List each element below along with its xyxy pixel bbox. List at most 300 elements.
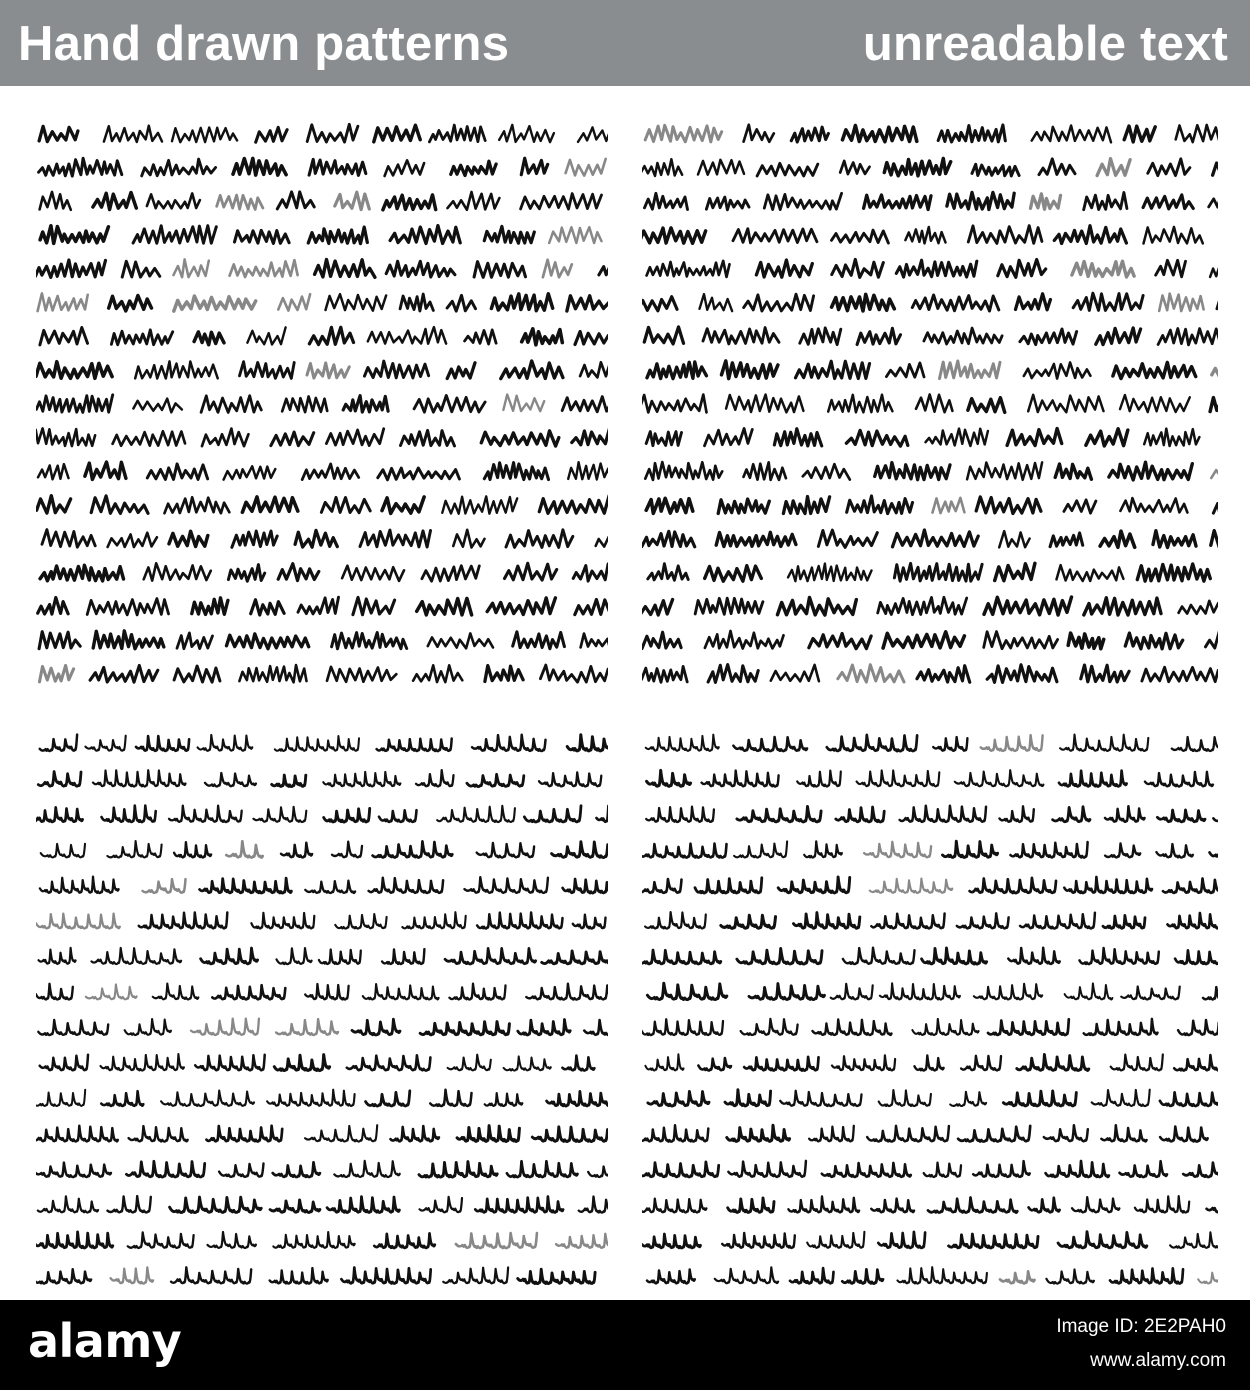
scribble-word [967,462,1042,479]
scribble-word [202,429,248,447]
scribble-word [1000,1271,1035,1283]
scribble-word [1120,498,1187,512]
scribble-word [136,736,189,751]
scribble-word [522,329,563,345]
scribble-word [309,159,366,175]
scribble-word [1101,1125,1146,1141]
scribble-word [321,497,370,512]
scribble-word [1080,948,1159,964]
scribble-word [36,362,112,379]
scribble-word [212,985,285,999]
scribble-word [828,395,892,413]
scribble-word [1170,1232,1218,1248]
scribble-word [883,632,964,648]
scribble-word [377,739,452,752]
scribble-word [809,634,871,649]
scribble-word [642,666,687,682]
scribble-word [422,566,479,582]
scribble-word [1148,159,1190,176]
scribble-word [335,192,370,209]
scribble-word [307,363,349,378]
scribble-word [305,1125,377,1141]
scribble-word [315,260,375,278]
scribble-word [192,598,228,615]
scribble-word [778,598,857,616]
scribble-word [646,498,693,513]
scribble-word [247,327,285,344]
scribble-word [912,295,999,311]
scribble-word [807,1232,864,1248]
scribble-word [251,600,284,615]
scribble-word [334,1161,399,1177]
scribble-word [93,631,164,649]
scribble-word [838,665,904,682]
scribble-word [413,665,462,682]
scribble-word [698,160,744,175]
scribble-word [226,841,262,857]
scribble-word [36,1163,111,1177]
scribble-word [270,1200,320,1213]
scribble-word [584,1020,608,1035]
scribble-word [153,984,199,1000]
image-id-label: Image ID: 2E2PAH0 [1056,1316,1226,1337]
scribble-word [1211,530,1218,547]
scribble-word [532,1127,608,1142]
scribble-word [728,1161,806,1177]
scribble-word [733,737,807,751]
scribble-word [588,1162,608,1177]
scribble-word [217,195,263,209]
scribble-word [147,464,207,480]
scribble-word [174,842,211,857]
scribble-word [467,774,524,786]
scribble-word [705,566,762,582]
scribble-word [1120,395,1190,412]
scribble-word [871,914,944,929]
scribble-word [378,468,460,480]
scribble-word [383,195,436,210]
scribble-word [642,297,677,311]
scribble-word [251,913,314,929]
scribble-word [1065,983,1113,999]
scribble-word [847,496,913,514]
scribble-word [809,1126,854,1142]
scribble-word [201,948,258,964]
scribble-word [642,159,682,176]
scribble-word [1158,327,1218,345]
scribble-word [1100,531,1135,547]
scribble-word [958,1126,1030,1142]
scribble-word [207,1126,283,1142]
scribble-word [757,163,818,176]
scribble-word [783,497,829,514]
scribble-word [1210,260,1218,278]
scribble-word [804,841,842,857]
scribble-word [567,294,608,311]
scribble-word [477,843,534,858]
scribble-word [503,395,544,412]
scribble-word [642,228,706,243]
scribble-word [109,296,152,311]
scribble-word [1206,631,1219,648]
scribble-word [879,1090,931,1106]
scribble-word [800,328,841,345]
scribble-word [414,396,485,413]
scribble-word [108,1196,151,1212]
scribble-word [1072,261,1134,277]
scribble-word [477,913,562,929]
scribble-word [870,879,953,893]
scribble-word [999,531,1029,547]
scribble-word [647,770,691,786]
scribble-word [1160,1127,1208,1142]
scribble-word [875,463,950,480]
scribble-word [39,632,80,649]
scribble-word [1153,531,1196,548]
scribble-word [1053,807,1090,822]
scribble-word [716,532,796,546]
scribble-word [113,431,185,445]
scribble-word [788,564,872,582]
scribble-word [715,1267,778,1283]
scribble-word [36,428,95,446]
scribble-word [1010,842,1087,858]
scribble-word [169,531,208,546]
scribble-word [1020,913,1095,929]
scribble-word [722,361,778,379]
scribble-word [38,1020,108,1035]
scribble-word [38,464,69,479]
scribble-word [943,841,998,857]
scribble-word [195,1055,265,1071]
scribble-word [968,226,1042,244]
scribble-word [232,531,277,547]
scribble-word [722,1233,795,1248]
scribble-word [706,197,749,210]
scribble-word [988,1019,1069,1035]
scribble-word [1212,365,1218,378]
scribble-word [840,161,869,174]
scribble-word [1183,1161,1218,1177]
scribble-word [562,1056,594,1071]
scribble-word [976,497,1041,514]
scribble-word [305,984,348,1000]
scribble-word [898,1267,987,1283]
scribble-word [126,1161,204,1177]
scribble-word [485,1093,523,1106]
scribble-word [818,530,877,547]
scribble-word [961,1056,1001,1071]
scribble-word [1172,735,1218,751]
scribble-word [201,396,261,413]
scribble-word [1137,564,1210,581]
scribble-word [737,949,822,965]
scribble-word [894,563,982,581]
scribble-word [1008,948,1059,964]
scribble-word [1113,362,1196,378]
scribble-word [568,462,608,479]
scribble-word [705,429,753,446]
scribble-word [319,950,361,965]
scribble-word [933,498,965,513]
site-url-link[interactable]: www.alamy.com [1090,1350,1226,1371]
scribble-word [1213,497,1218,514]
scribble-word [702,771,779,787]
scribble-word [239,665,306,682]
scribble-word [108,533,157,547]
scribble-word [695,598,763,614]
scribble-word [198,735,253,751]
scribble-word [950,1092,986,1106]
scribble-word [791,127,828,142]
scribble-word [886,363,924,377]
scribble-word [1105,806,1145,822]
scribble-word [36,1269,91,1283]
scribble-word [832,230,889,243]
scribble-word [703,328,779,344]
scribble-word [1144,227,1203,244]
scribble-word [1198,1268,1218,1284]
scribble-word [521,194,602,210]
scribble-word [642,1019,723,1035]
scribble-word [342,566,404,581]
scribble-word [170,1197,262,1212]
scribble-word [85,462,126,479]
scribble-word [642,600,673,616]
scribble-word [38,1196,98,1212]
scribble-word [1072,1197,1119,1212]
scribble-word [1176,125,1218,142]
scribble-word [298,597,339,614]
scribble-word [896,260,977,277]
scribble-word [400,294,433,311]
title-unreadable-text: unreadable text [862,17,1228,71]
scribble-word [374,1233,435,1248]
scribble-word [332,842,362,858]
scribble-word [842,1269,883,1283]
scribble-word [972,164,1019,176]
scribble-word [1000,806,1034,822]
scribble-word [233,158,286,175]
scribble-word [267,1090,355,1106]
scribble-word [1157,810,1205,822]
panel-zigzag-right-scribbles [642,118,1218,692]
scribble-word [864,842,931,858]
scribble-word [744,462,786,480]
scribble-word [38,772,81,787]
scribble-word [1160,1092,1218,1106]
scribble-word [165,497,230,513]
scribble-word [832,259,884,277]
scribble-word [419,1162,497,1177]
scribble-word [924,1163,961,1177]
scribble-word [93,193,136,210]
scribble-word [36,1126,118,1142]
scribble-word [645,1054,683,1070]
scribble-word [1145,772,1213,787]
scribble-word [305,881,355,893]
scribble-word [295,530,337,547]
scribble-word [457,1126,519,1142]
scribble-word [721,915,776,928]
scribble-word [566,159,606,176]
scribble-word [360,530,431,547]
scribble-word [1163,877,1218,893]
scribble-word [970,878,1056,893]
scribble-word [39,948,76,964]
scribble-word [1135,1196,1189,1212]
scribble-word [928,1198,1017,1213]
scribble-word [200,878,292,893]
alamy-logo[interactable]: alamy [28,1314,182,1368]
scribble-word [843,126,917,142]
scribble-word [924,328,1002,344]
scribble-word [552,842,608,858]
scribble-word [596,531,608,547]
scribble-word [272,775,306,786]
scribble-word [1084,193,1127,210]
scribble-word [526,984,608,1000]
scribble-word [278,564,319,581]
scribble-word [386,261,455,277]
scribble-word [1020,329,1077,345]
scribble-word [581,634,608,649]
scribble-word [998,260,1046,278]
scribble-word [1210,395,1218,411]
scribble-word [518,1020,570,1035]
panel-loops-right-scribbles [642,724,1218,1292]
scribble-word [40,328,88,345]
scribble-word [984,632,1058,649]
scribble-word [1209,194,1218,210]
scribble-word [437,806,515,822]
scribble-word [485,666,523,682]
scribble-word [451,161,496,175]
scribble-word [878,597,967,614]
scribble-word [646,432,681,446]
scribble-word [352,1019,400,1035]
scribble-word [836,807,884,822]
scribble-word [282,397,327,413]
scribble-word [368,327,446,344]
scribble-word [648,1091,709,1106]
scribble-word [645,193,688,209]
scribble-word [695,878,762,893]
scribble-word [1055,464,1091,479]
scribble-word [281,843,312,858]
scribble-word [143,879,186,893]
scribble-word [507,1161,578,1177]
scribble-word [831,984,873,1000]
scribble-word [1084,598,1161,615]
scribble-word [926,429,988,446]
scribble-word [107,841,161,857]
scribble-word [253,807,306,822]
scribble-word [38,598,68,615]
scribble-word [365,361,429,378]
scribble-word [1207,1198,1218,1213]
scribble-word [1105,844,1140,858]
scribble-word [864,195,931,210]
scribble-word [780,1091,861,1106]
scribble-word [332,633,407,649]
scribble-word [102,806,156,822]
scribble-word [547,1091,608,1106]
scribble-word [813,1020,892,1036]
scribble-word [1039,159,1075,175]
scribble-word [111,330,172,345]
scribble-word [718,499,769,514]
scribble-word [1073,293,1143,310]
scribble-word [1081,665,1129,682]
scribble-word [172,128,237,143]
scribble-word [698,1058,731,1070]
scribble-word [504,1056,551,1070]
scribble-word [642,879,682,893]
scribble-word [40,226,108,244]
scribble-word [484,226,534,243]
scribble-word [1174,1055,1218,1070]
scribble-word [556,1234,608,1248]
scribble-word [347,1055,431,1070]
scribble-word [481,431,559,446]
scribble-word [122,261,160,277]
scribble-word [573,915,606,929]
scribble-word [1064,500,1096,513]
scribble-word [567,735,608,751]
scribble-word [147,193,200,208]
scribble-word [230,260,298,277]
scribble-word [416,770,454,786]
header-banner [0,0,1250,86]
scribble-word [968,398,1005,413]
scribble-word [1213,160,1218,176]
scribble-word [725,1090,771,1106]
scribble-word [915,1056,944,1071]
scribble-word [575,597,608,614]
scribble-word [644,327,683,344]
scribble-word [949,1234,1038,1248]
panel-zigzag-left-scribbles [36,118,608,692]
scribble-word [647,983,726,999]
scribble-word [1179,597,1218,614]
scribble-word [205,773,256,786]
scribble-word [645,912,706,928]
scribble-word [733,229,817,243]
panel-loops-left [36,724,608,1292]
scribble-word [1109,462,1192,480]
scribble-word [797,771,841,787]
scribble-word [363,984,439,999]
scribble-word [447,363,475,379]
scribble-word [832,1055,895,1070]
scribble-word [846,430,907,446]
scribble-word [92,948,182,964]
scribble-word [379,810,417,822]
scribble-word [871,1199,914,1213]
scribble-word [700,294,733,311]
scribble-word [144,563,211,580]
scribble-word [505,563,557,580]
scribble-word [161,1091,254,1106]
scribble-word [822,1163,911,1177]
scribble-word [580,362,608,377]
scribble-word [843,948,915,964]
scribble-word [984,597,1072,615]
scribble-word [542,951,608,964]
scribble-word [1029,1198,1060,1213]
scribble-word [1054,226,1126,244]
